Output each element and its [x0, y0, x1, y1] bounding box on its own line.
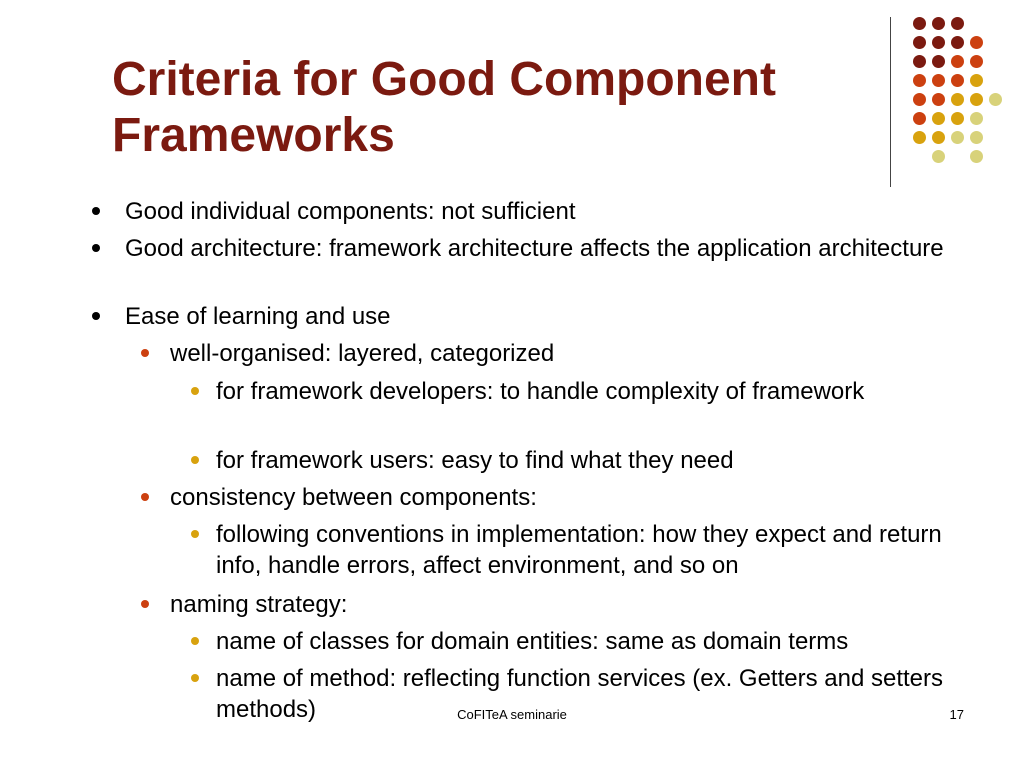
bullet-item — [125, 233, 965, 264]
bullet-dot-icon — [191, 530, 199, 538]
bullet-text: Good individual components: not sufficient — [125, 198, 576, 225]
page-number: 17 — [949, 707, 964, 722]
sub-sub-bullet-item — [216, 519, 986, 581]
bullet-text: Ease of learning and use — [125, 303, 391, 330]
bullet-text: well-organised: layered, categorized — [170, 340, 555, 367]
bullet-text: name of classes for domain entities: same as domain terms — [216, 628, 849, 655]
sub-sub-bullet-item — [216, 445, 986, 476]
bullet-dot-icon — [92, 312, 100, 320]
bullet-dot-icon — [191, 456, 199, 464]
sub-sub-bullet-item — [216, 376, 986, 407]
sub-bullet-item — [170, 338, 970, 369]
bullet-text: naming strategy: — [170, 591, 348, 618]
sub-sub-bullet-item — [216, 626, 986, 657]
bullet-dot-icon — [191, 637, 199, 645]
sub-bullet-item — [170, 482, 970, 513]
bullet-text: following conventions in implementation: how they expect and return info, handle errors, affect environment, and so on — [216, 521, 942, 579]
bullet-text: consistency between components: — [170, 484, 537, 511]
bullet-dot-icon — [141, 600, 149, 608]
bullet-dot-icon — [191, 387, 199, 395]
bullet-dot-icon — [141, 349, 149, 357]
bullet-item — [125, 301, 965, 332]
bullet-dot-icon — [141, 493, 149, 501]
bullet-text: name of method: reflecting function services (ex. Getters and setters methods) — [216, 665, 944, 723]
sub-bullet-item — [170, 589, 970, 620]
slide-title: Criteria for Good Component Frameworks — [112, 53, 776, 162]
bullet-text: Good architecture: framework architecture affects the application architecture — [125, 235, 944, 262]
bullet-dot-icon — [92, 207, 100, 215]
bullet-item — [125, 196, 965, 227]
bullet-text: for framework users: easy to find what they need — [216, 447, 734, 474]
bullet-dot-icon — [191, 674, 199, 682]
bullet-text: for framework developers: to handle complexity of framework — [216, 378, 865, 405]
bullet-dot-icon — [92, 244, 100, 252]
footer-label: CoFITeA seminarie — [457, 707, 567, 722]
